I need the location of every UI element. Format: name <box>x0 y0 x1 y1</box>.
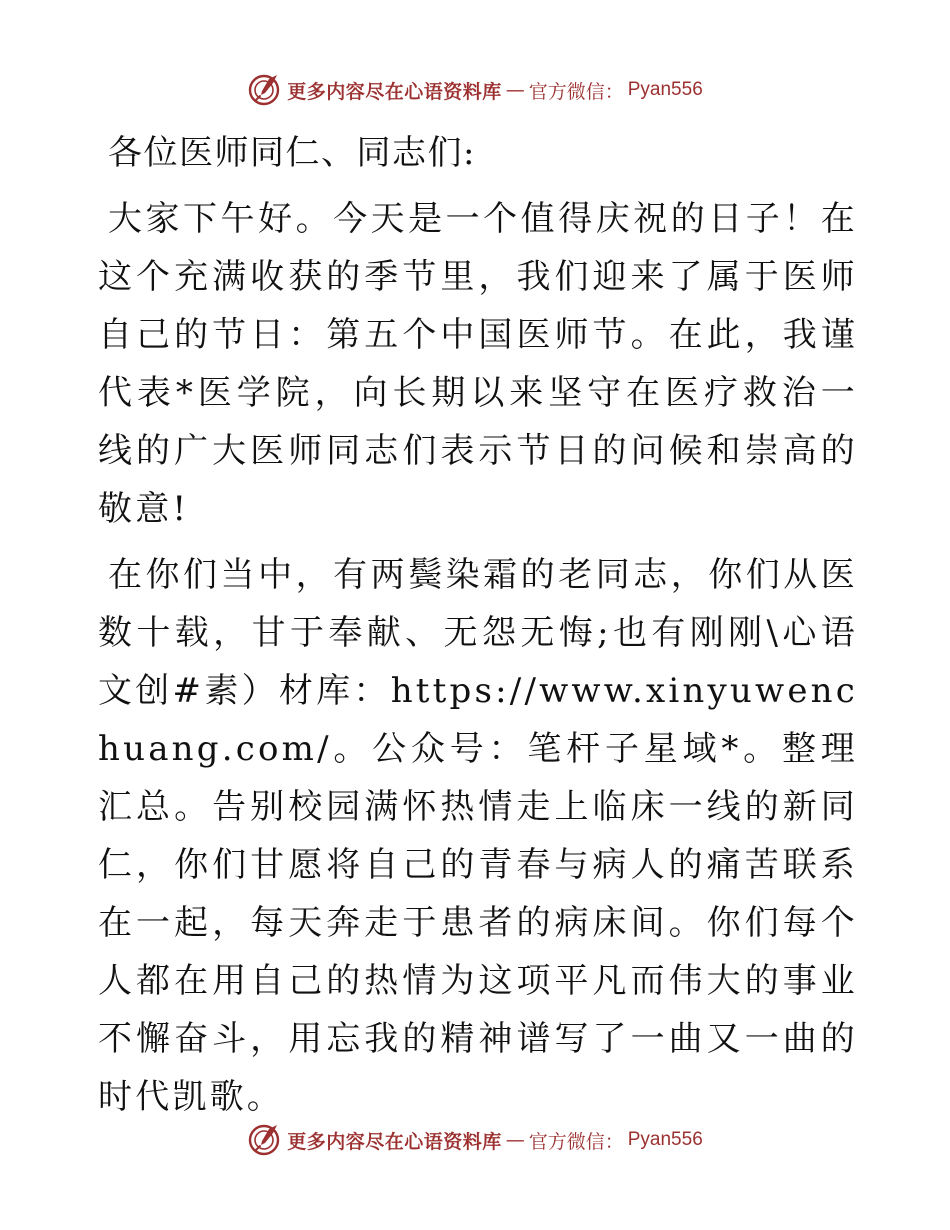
header-dash: — <box>505 79 525 101</box>
footer-banner <box>0 1120 950 1160</box>
footer-dash: — <box>505 1129 525 1151</box>
quill-logo-icon <box>247 73 281 107</box>
paragraph-1: 大家下午好。今天是一个值得庆祝的日子！在这个充满收获的季节里，我们迎来了属于医师自己的节日：第五个中国医师节。在此，我谨代表*医学院，向长期以来坚守在医疗救治一线的广大医师同志们表示节日的问候和崇高的敬意! <box>98 199 858 529</box>
quill-logo-icon <box>247 1123 281 1157</box>
greeting: 各位医师同仁、同志们: <box>108 133 476 173</box>
header-official-label: 官方微信： <box>528 80 624 103</box>
header-wechat-id: Pyan556 <box>627 79 703 100</box>
footer-official-label: 官方微信： <box>528 1130 624 1153</box>
header-banner <box>0 70 950 110</box>
footer-wechat-id: Pyan556 <box>627 1129 703 1150</box>
footer-site-text: 更多内容尽在心语资料库 <box>287 1130 502 1153</box>
document-body <box>98 124 858 1134</box>
header-site-text: 更多内容尽在心语资料库 <box>287 80 502 103</box>
paragraph-2: 在你们当中，有两鬓染霜的老同志，你们从医数十载，甘于奉献、无怨无悔;也有刚刚\心语文创#素）材库：https://www.xinyuwenchuang.com/。公众号：笔杆子星域*。整理汇总。告别校园满怀热情走上临床一线的新同仁，你们甘愿将自己的青春与病人的痛苦联系在一起，每天奔走于患者的病床间。你们每个人都在用自己的热情为这项平凡而伟大的事业不懈奋斗，用忘我的精神谱写了一曲又一曲的时代凯歌。 <box>98 555 858 1117</box>
